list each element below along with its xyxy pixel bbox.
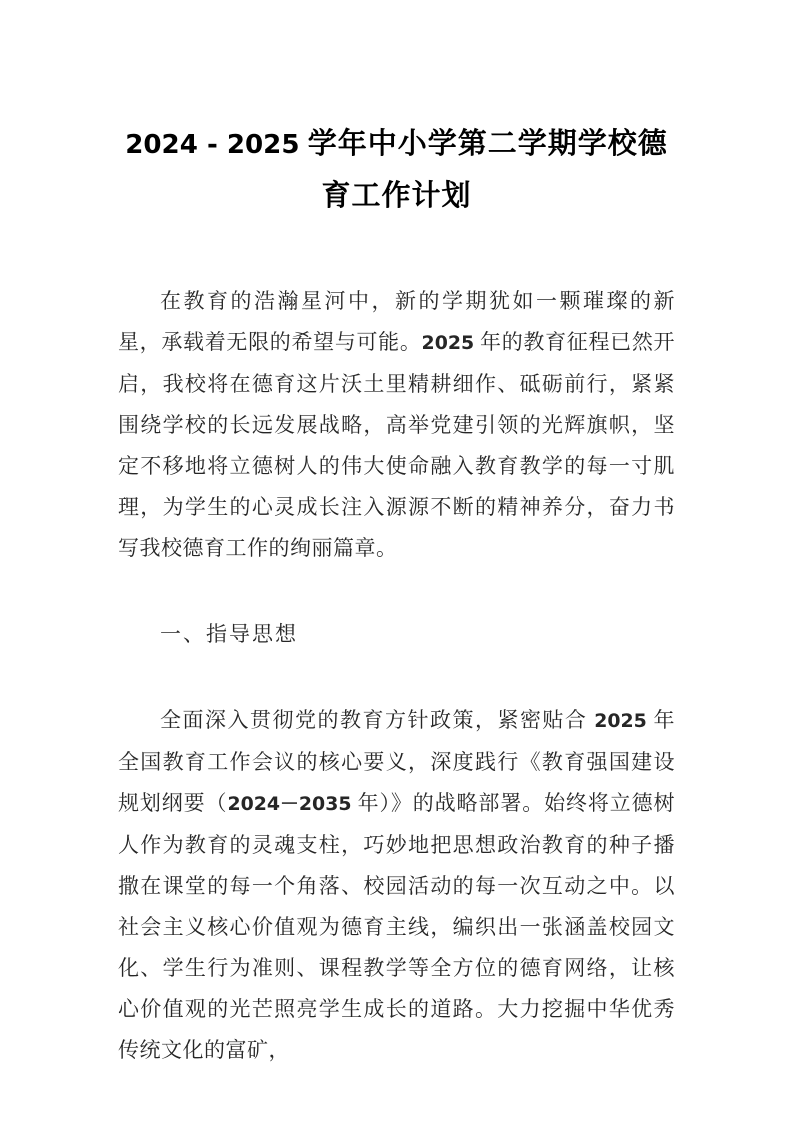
- document-title: 2024 - 2025 学年中小学第二学期学校德育工作计划: [125, 128, 668, 212]
- section-1-paragraph: 全面深入贯彻党的教育方针政策，紧密贴合 2025 年全国教育工作会议的核心要义，深度践行《教育强国建设规划纲要（2024－2035 年）》的战略部署。始终将立德树人作为教育的灵魂支柱，巧妙地把思想政治教育的种子播撒在课堂的每一个角落、校园活动的每一次互动之中。以社会主义核心价值观为德育主线，编织出一张涵盖校园文化、学生行为准则、课程教学等全方位的德育网络，让核心价值观的光芒照亮学生成长的道路。大力挖掘中华优秀传统文化的富矿，: [118, 708, 676, 1062]
- section-1-heading: 一、指导思想: [160, 622, 298, 646]
- intro-paragraph: 在教育的浩瀚星河中，新的学期犹如一颗璀璨的新星，承载着无限的希望与可能。2025 年的教育征程已然开启，我校将在德育这片沃土里精耕细作、砥砺前行，紧紧围绕学校的长远发展战略，高举党建引领的光辉旗帜，坚定不移地将立德树人的伟大使命融入教育教学的每一寸肌理，为学生的心灵成长注入源源不断的精神养分，奋力书写我校德育工作的绚丽篇章。: [118, 289, 676, 560]
